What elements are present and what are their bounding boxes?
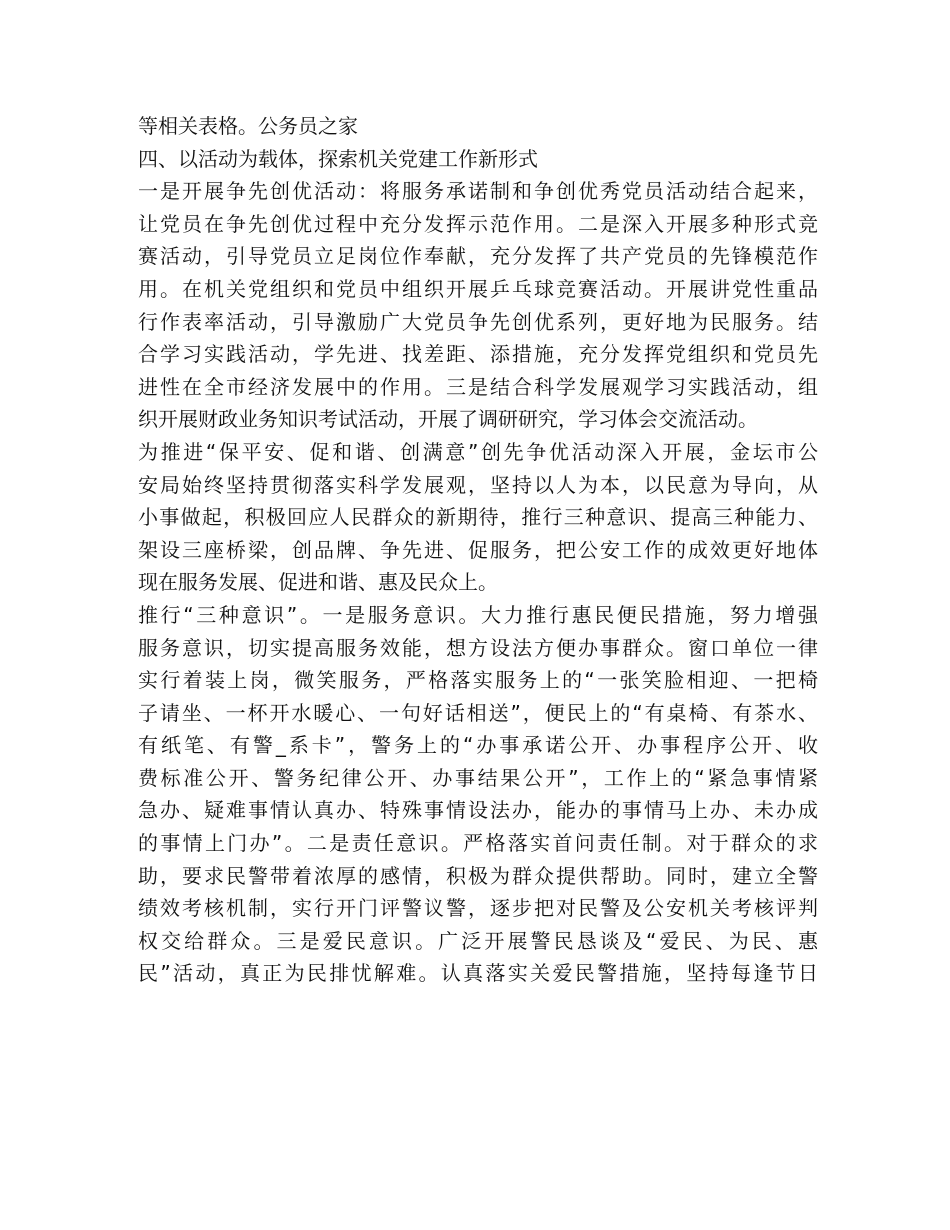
body-line: 现在服务发展、促进和谐、惠及民众上。 <box>138 570 498 595</box>
body-line: 让党员在争先创优过程中充分发挥示范作用。二是深入开展多种形式竞 <box>138 211 818 236</box>
body-line: 急办、疑难事情认真办、特殊事情设法办，能办的事情马上办、未办成 <box>138 798 818 823</box>
body-line: 民”活动，真正为民排忧解难。认真落实关爱民警措施，坚持每逢节日 <box>138 961 818 986</box>
body-line: 等相关表格。公务员之家 <box>138 114 358 138</box>
body-line: 推行“三种意识”。一是服务意识。大力推行惠民便民措施，努力增强 <box>138 602 818 627</box>
body-line: 绩效考核机制，实行开门评警议警，逐步把对民警及公安机关考核评判 <box>138 896 818 921</box>
body-line: 实行着装上岗，微笑服务，严格落实服务上的“一张笑脸相迎、一把椅 <box>138 668 818 693</box>
body-line: 为推进“保平安、促和谐、创满意”创先争优活动深入开展，金坛市公 <box>138 439 818 464</box>
body-line: 服务意识，切实提高服务效能，想方设法方便办事群众。窗口单位一律 <box>138 635 818 660</box>
body-line: 的事情上门办”。二是责任意识。严格落实首问责任制。对于群众的求 <box>138 831 818 856</box>
body-line: 架设三座桥梁，创品牌、争先进、促服务，把公安工作的成效更好地体 <box>138 537 818 562</box>
body-line: 行作表率活动，引导激励广大党员争先创优系列，更好地为民服务。结 <box>138 309 818 334</box>
section-heading: 四、以活动为载体，探索机关党建工作新形式 <box>138 146 538 171</box>
body-line: 费标准公开、警务纪律公开、办事结果公开”，工作上的“紧急事情紧 <box>138 765 818 790</box>
body-line: 小事做起，积极回应人民群众的新期待，推行三种意识、提高三种能力、 <box>138 505 818 530</box>
body-line: 子请坐、一杯开水暖心、一句好话相送”，便民上的“有桌椅、有茶水、 <box>138 700 818 725</box>
document-body <box>138 110 818 990</box>
body-line: 进性在全市经济发展中的作用。三是结合科学发展观学习实践活动，组 <box>138 374 818 399</box>
body-line: 安局始终坚持贯彻落实科学发展观，坚持以人为本，以民意为导向，从 <box>138 472 818 497</box>
body-line: 织开展财政业务知识考试活动，开展了调研研究，学习体会交流活动。 <box>138 407 758 432</box>
body-line: 用。在机关党组织和党员中组织开展乒乓球竞赛活动。开展讲党性重品 <box>138 276 818 301</box>
body-line: 合学习实践活动，学先进、找差距、添措施，充分发挥党组织和党员先 <box>138 342 818 367</box>
body-line: 助，要求民警带着浓厚的感情，积极为群众提供帮助。同时，建立全警 <box>138 863 818 888</box>
body-line: 赛活动，引导党员立足岗位作奉献，充分发挥了共产党员的先锋模范作 <box>138 244 818 269</box>
body-line: 权交给群众。三是爱民意识。广泛开展警民恳谈及“爱民、为民、惠 <box>138 928 818 953</box>
body-line: 有纸笔、有警_系卡”，警务上的“办事承诺公开、办事程序公开、收 <box>138 733 818 758</box>
body-line: 一是开展争先创优活动：将服务承诺制和争创优秀党员活动结合起来， <box>138 179 818 204</box>
